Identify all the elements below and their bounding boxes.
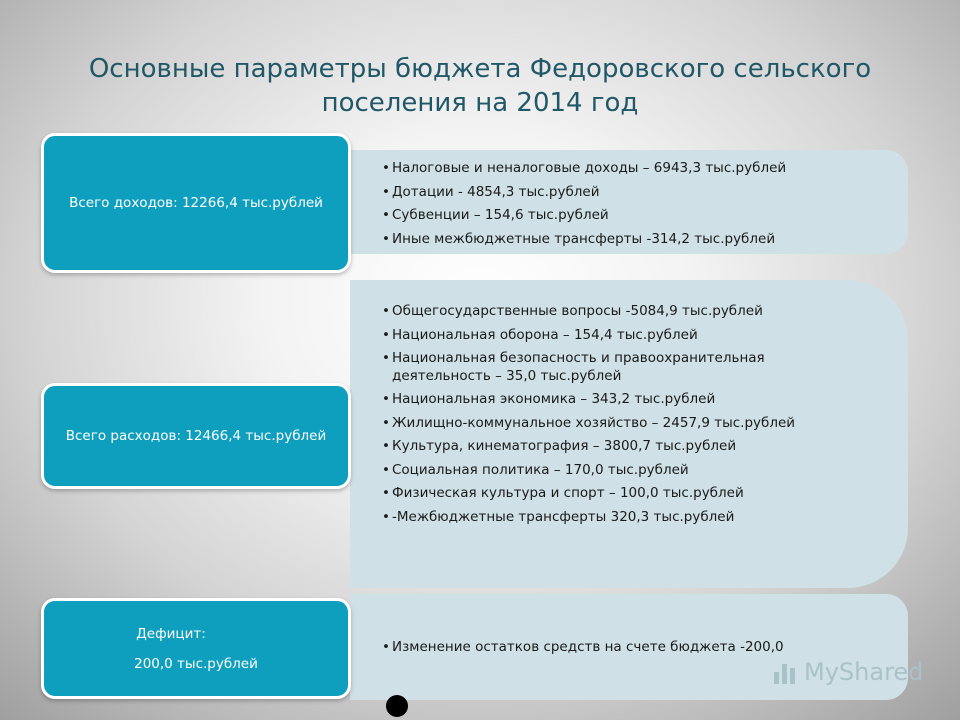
expense-item: • Общегосударственные вопросы -5084,9 тыс.рублей — [382, 300, 862, 324]
watermark-text: MyShared — [804, 658, 924, 686]
income-total-label: Всего доходов: 12266,4 тыс.рублей — [41, 133, 351, 273]
expenses-list — [382, 300, 862, 529]
income-item: • Иные межбюджетные трансферты -314,2 тыс.рублей — [382, 228, 786, 252]
income-item: • Налоговые и неналоговые доходы – 6943,3 тыс.рублей — [382, 157, 786, 181]
income-item: • Дотации - 4854,3 тыс.рублей — [382, 181, 786, 205]
expense-item: • Национальная безопасность и правоохранительная деятельность – 35,0 тыс.рублей — [382, 350, 862, 385]
watermark — [772, 658, 923, 686]
expense-item: • Национальная оборона – 154,4 тыс.рублей — [382, 324, 862, 348]
income-item: • Субвенции – 154,6 тыс.рублей — [382, 204, 786, 228]
expense-item: • Жилищно-коммунальное хозяйство – 2457,9 тыс.рублей — [382, 412, 862, 436]
expense-item: • -Межбюджетные трансферты 320,3 тыс.рублей — [382, 506, 862, 530]
deficit-label-title: Дефицит: — [136, 625, 206, 642]
expenses-details-panel — [350, 280, 908, 588]
expenses-total-label: Всего расходов: 12466,4 тыс.рублей — [41, 383, 351, 489]
expense-item: • Национальная экономика – 343,2 тыс.рублей — [382, 388, 862, 412]
expense-item: • Социальная политика – 170,0 тыс.рублей — [382, 459, 862, 483]
deficit-label-value: 200,0 тыс.рублей — [134, 655, 258, 672]
expense-item: • Физическая культура и спорт – 100,0 тыс.рублей — [382, 482, 862, 506]
deficit-label — [41, 598, 351, 699]
income-details-panel — [350, 150, 908, 254]
page-title: Основные параметры бюджета Федоровского сельского поселения на 2014 год — [88, 54, 872, 118]
deficit-list — [382, 636, 784, 660]
income-list — [382, 157, 786, 251]
deficit-item: • Изменение остатков средств на счете бюджета -200,0 — [382, 636, 784, 660]
expense-item: • Культура, кинематография – 3800,7 тыс.рублей — [382, 435, 862, 459]
watermark-logo-icon — [772, 658, 798, 686]
black-dot-marker — [386, 695, 408, 717]
